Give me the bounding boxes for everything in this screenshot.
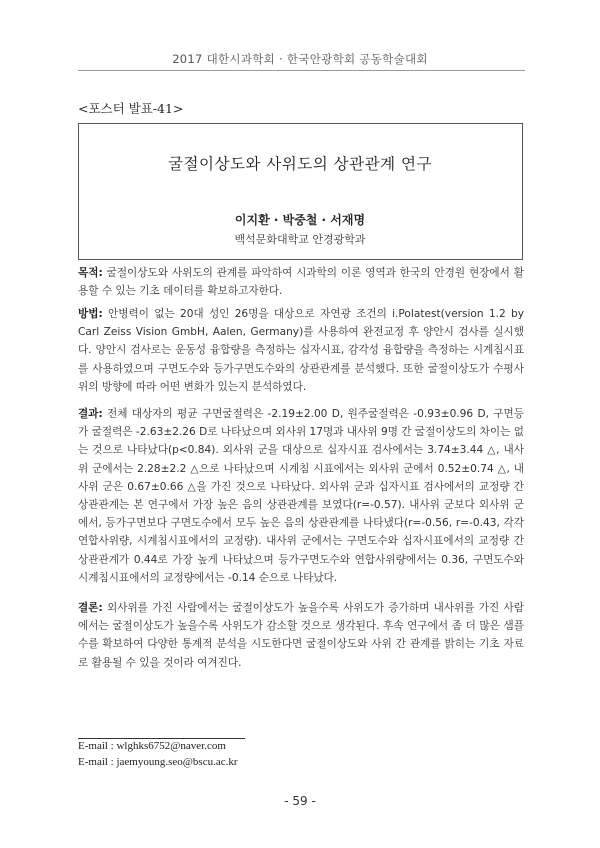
affiliation: 백석문화대학교 안경광학과 (234, 233, 366, 246)
section-heading-conclusion: 결론: (78, 602, 103, 614)
page-number: - 59 - (284, 794, 316, 808)
section-conclusion (78, 599, 524, 672)
footnote-email-2: E-mail : jaemyoung.seo@bscu.ac.kr (78, 756, 238, 768)
poster-label: <포스터 발표-41> (78, 101, 184, 116)
section-body-method: 안병력이 없는 20대 성인 26명을 대상으로 자연광 조건의 i.Polatest(version 1.2 by Carl Zeiss Vision GmbH, Aalen, Germany)를 사용하여 완전교정 후 양안시 검사를 실시했다. 양안시 검사로는 운동성 융합량을 측정하는 십자시표, 감각성 융합량을 측정하는 시계침시표를 사용하였으며 구면도수와 등가구면도수와의 상관관계를 분석했다. 또한 굴절이상도가 수평사위의 방향에 따라 어떤 변화가 있는지 분석하였다. (78, 308, 524, 393)
section-body-conclusion: 외사위를 가진 사람에서는 굴절이상도가 높을수록 사위도가 증가하며 내사위를 가진 사람에서는 굴절이상도가 높을수록 사위도가 감소할 것으로 생각된다. 후속 연구에서 좀 더 많은 샘플수를 확보하여 다양한 통계적 분석을 시도한다면 굴절이상도와 사위 간 관계를 밝히는 기초 자료로 활용될 수 있을 것이라 여겨진다. (78, 602, 524, 669)
footnote-email-1: E-mail : wlghks6752@naver.com (78, 740, 226, 752)
paper-title: 굴절이상도와 사위도의 상관관계 연구 (168, 155, 432, 173)
section-result (78, 405, 524, 587)
header-divider (78, 70, 525, 71)
footnote-divider (78, 738, 245, 739)
section-purpose (78, 264, 524, 300)
section-body-purpose: 굴절이상도와 사위도의 관계를 파악하여 시과학의 이론 영역과 한국의 안경원 현장에서 활용할 수 있는 기초 데이터를 확보하고자한다. (78, 267, 524, 298)
section-heading-result: 결과: (78, 408, 103, 420)
section-heading-method: 방법: (78, 308, 103, 320)
section-heading-purpose: 목적: (78, 267, 103, 279)
section-body-result: 전체 대상자의 평균 구면굴절력은 -2.19±2.00 D, 원주굴절력은 -0.93±0.96 D, 구면등가 굴절력은 -2.63±2.26 D로 나타났으며 외사위 17명과 내사위 9명 간 굴절이상도의 차이는 없는 것으로 나타났다(p<0.84). 외사위 군을 대상으로 십자시표 검사에서는 3.74±3.44 △, 내사위 군에서는 2.28±2.2 △으로 나타났으며 시계침 시표에서는 외사위 군에서 0.52±0.74 △, 내사위 군은 0.67±0.66 △을 가진 것으로 나타났다. 외사위 군과 십자시표 검사에서의 교정량 간 상관관계는 본 연구에서 가장 높은 음의 상관관계를 보였다(r=-0.57). 내사위 군보다 외사위 군에서, 등가구면보다 구면도수에서 모두 높은 음의 상관관계를 나타냈다(r=-0.56, r=-0.43, 각각 연합사위량, 시계침시표에서의 교정량). 내사위 군에서는 구면도수와 십자시표에서의 교정량 간 상관관계가 0.44로 가장 높게 나타났으며 등가구면도수와 연합사위량에서는 0.36, 구면도수와 시계침시표에서의 교정량에서는 -0.14 순으로 나타났다. (78, 408, 524, 584)
authors: 이지환 · 박중철 · 서재명 (234, 213, 366, 227)
conference-header: 2017 대한시과학회 · 한국안광학회 공동학술대회 (172, 52, 428, 66)
section-method (78, 305, 524, 396)
